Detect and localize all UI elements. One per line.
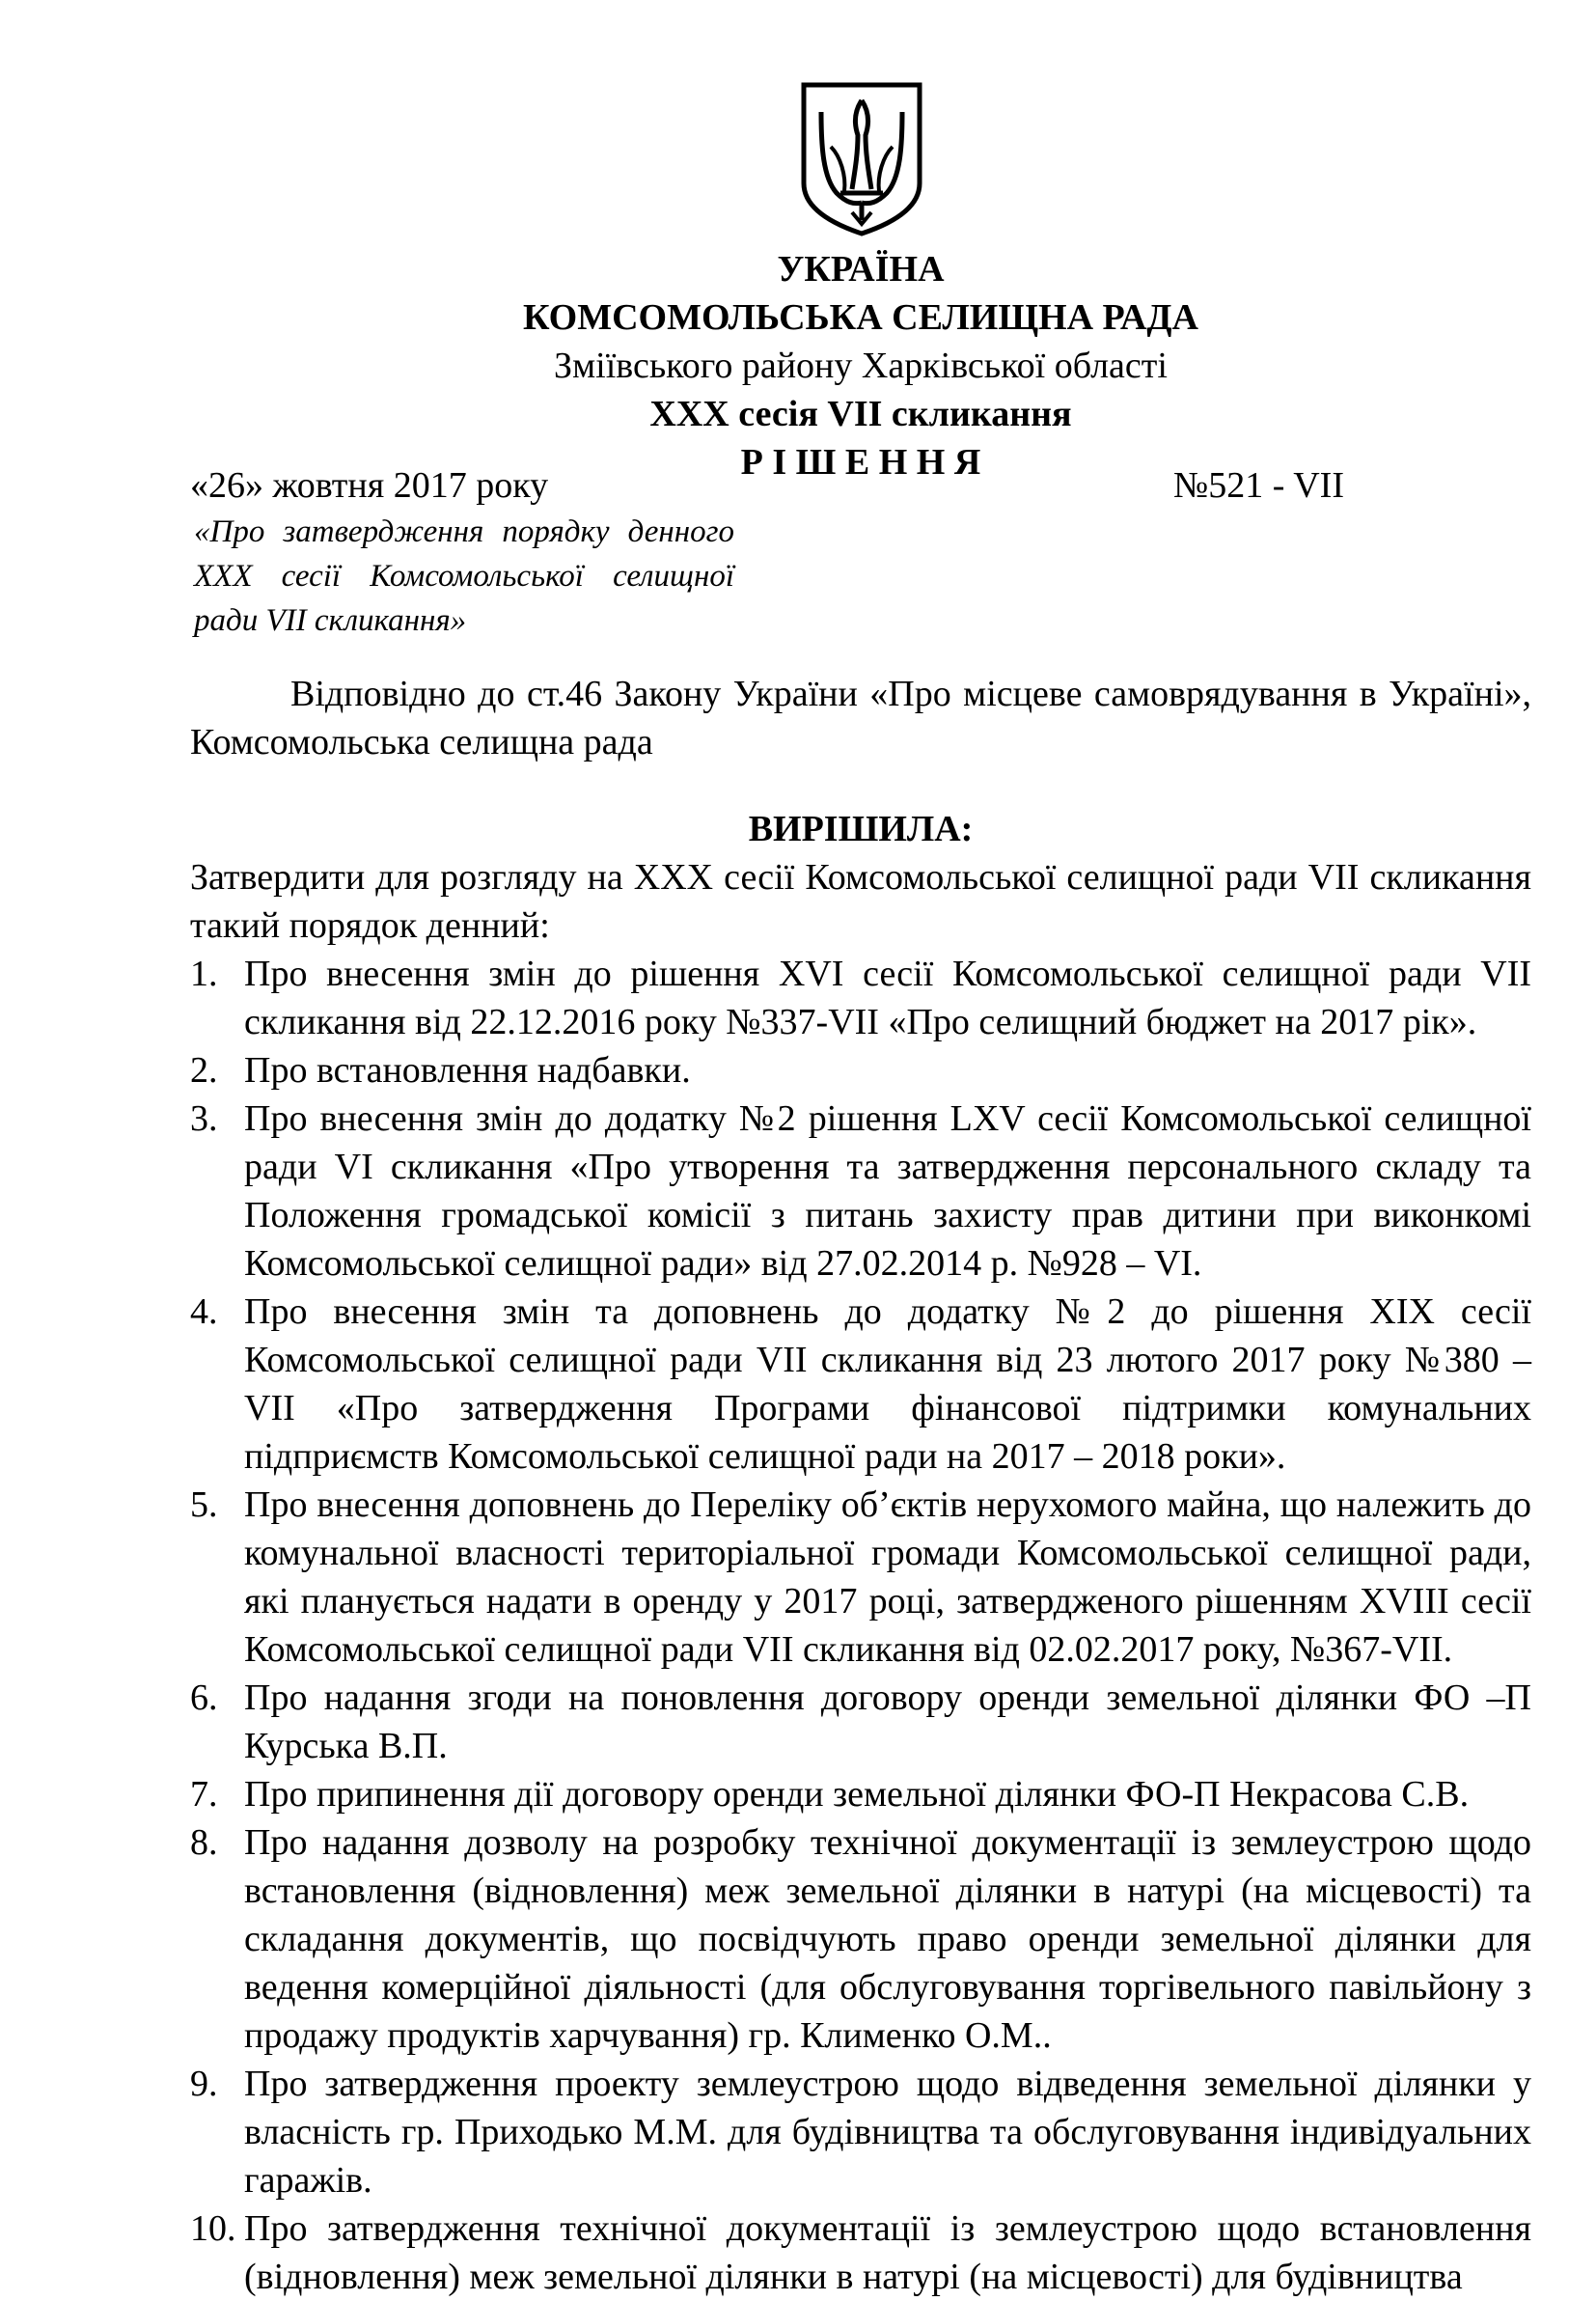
agenda-item-number: 10. — [190, 2208, 236, 2249]
preamble-paragraph: Відповідно до ст.46 Закону України «Про місцеве самоврядування в Україні», Комсомольська селищна рада — [190, 674, 1531, 762]
country-name: УКРАЇНА — [777, 249, 945, 290]
agenda-item — [190, 1770, 1531, 1818]
decision-subject: «Про затвердження порядку денного XXX сесії Комсомольської селищної ради VII скликання» — [194, 514, 734, 638]
agenda-item — [190, 1674, 1531, 1770]
agenda-item-number: 4. — [190, 1291, 218, 1332]
agenda-item — [190, 2060, 1531, 2204]
resolved-heading: ВИРІШИЛА: — [748, 809, 974, 849]
agenda-item-number: 1. — [190, 954, 218, 994]
agenda-item-text: Про надання згоди на поновлення договору оренди земельної ділянки ФО –П Курська В.П. — [244, 1677, 1531, 1766]
trident-emblem-icon — [798, 79, 925, 237]
council-name: КОМСОМОЛЬСЬКА СЕЛИЩНА РАДА — [523, 297, 1198, 338]
agenda-list — [190, 950, 1531, 2301]
intro-paragraph: Затвердити для розгляду на XXX сесії Комсомольської селищної ради VII скликання такий порядок денний: — [190, 857, 1531, 946]
agenda-item — [190, 1481, 1531, 1674]
agenda-item — [190, 1818, 1531, 2060]
agenda-item-number: 7. — [190, 1774, 218, 1815]
agenda-item-text: Про внесення змін до рішення XVI сесії Комсомольської селищної ради VII скликання від 22.12.2016 року №337-VII «Про селищний бюджет на 2017 рік». — [244, 954, 1531, 1042]
agenda-item-text: Про внесення доповнень до Переліку об’єктів нерухомого майна, що належить до комунальної власності територіальної громади Комсомольської селищної ради, які планується надати в оренду у 2017 році, затвердженого рішенням XVIII сесії Комсомольської селищної ради VII скликання від 02.02.2017 року, №367-VII. — [244, 1484, 1531, 1670]
agenda-item-text: Про затвердження технічної документації із землеустрою щодо встановлення (відновлення) меж земельної ділянки в натурі (на місцевості) для будівництва — [244, 2208, 1531, 2297]
decision-date: «26» жовтня 2017 року — [190, 465, 549, 506]
agenda-item — [190, 1288, 1531, 1481]
document-type: Р І Ш Е Н Н Я — [740, 442, 981, 483]
agenda-item — [190, 1095, 1531, 1288]
agenda-item-number: 9. — [190, 2064, 218, 2104]
agenda-item-number: 3. — [190, 1098, 218, 1139]
agenda-item-text: Про затвердження проекту землеустрою щодо відведення земельної ділянки у власність гр. Приходько М.М. для будівництва та обслуговування індивідуальних гаражів. — [244, 2064, 1531, 2201]
agenda-item-text: Про припинення дії договору оренди земельної ділянки ФО-П Некрасова С.В. — [244, 1774, 1470, 1815]
agenda-item — [190, 950, 1531, 1046]
agenda-item-text: Про внесення змін до додатку №2 рішення LXV сесії Комсомольської селищної ради VI скликання «Про утворення та затвердження персонального складу та Положення громадської комісії з питань захисту прав дитини при виконкомі Комсомольської селищної ради» від 27.02.2014 р. №928 – VI. — [244, 1098, 1531, 1284]
agenda-item-number: 2. — [190, 1050, 218, 1091]
agenda-item-text: Про встановлення надбавки. — [244, 1050, 691, 1091]
agenda-item — [190, 2204, 1531, 2301]
agenda-item-text: Про внесення змін та доповнень до додатку №2 до рішення XIX сесії Комсомольської селищної ради VII скликання від 23 лютого 2017 року №380 – VII «Про затвердження Програми фінансової підтримки комунальних підприємств Комсомольської селищної ради на 2017 – 2018 роки». — [244, 1291, 1531, 1477]
decision-number: №521 - VII — [1173, 465, 1344, 506]
agenda-item-number: 5. — [190, 1484, 218, 1525]
agenda-item-number: 6. — [190, 1677, 218, 1718]
date-number-line — [190, 461, 1531, 510]
district-name: Зміївського району Харківської області — [554, 346, 1168, 386]
session-title: XXX сесія VII скликання — [649, 394, 1072, 434]
agenda-item-text: Про надання дозволу на розробку технічної документації із землеустрою щодо встановлення (відновлення) меж земельної ділянки в натурі (на місцевості) та складання документів, що посвідчують право оренди земельної ділянки для ведення комерційної діяльності (для обслуговування торгівельного павільйону з продажу продуктів харчування) гр. Клименко О.М.. — [244, 1822, 1531, 2056]
agenda-item — [190, 1046, 1531, 1095]
document-header — [190, 245, 1531, 486]
agenda-item-number: 8. — [190, 1822, 218, 1863]
